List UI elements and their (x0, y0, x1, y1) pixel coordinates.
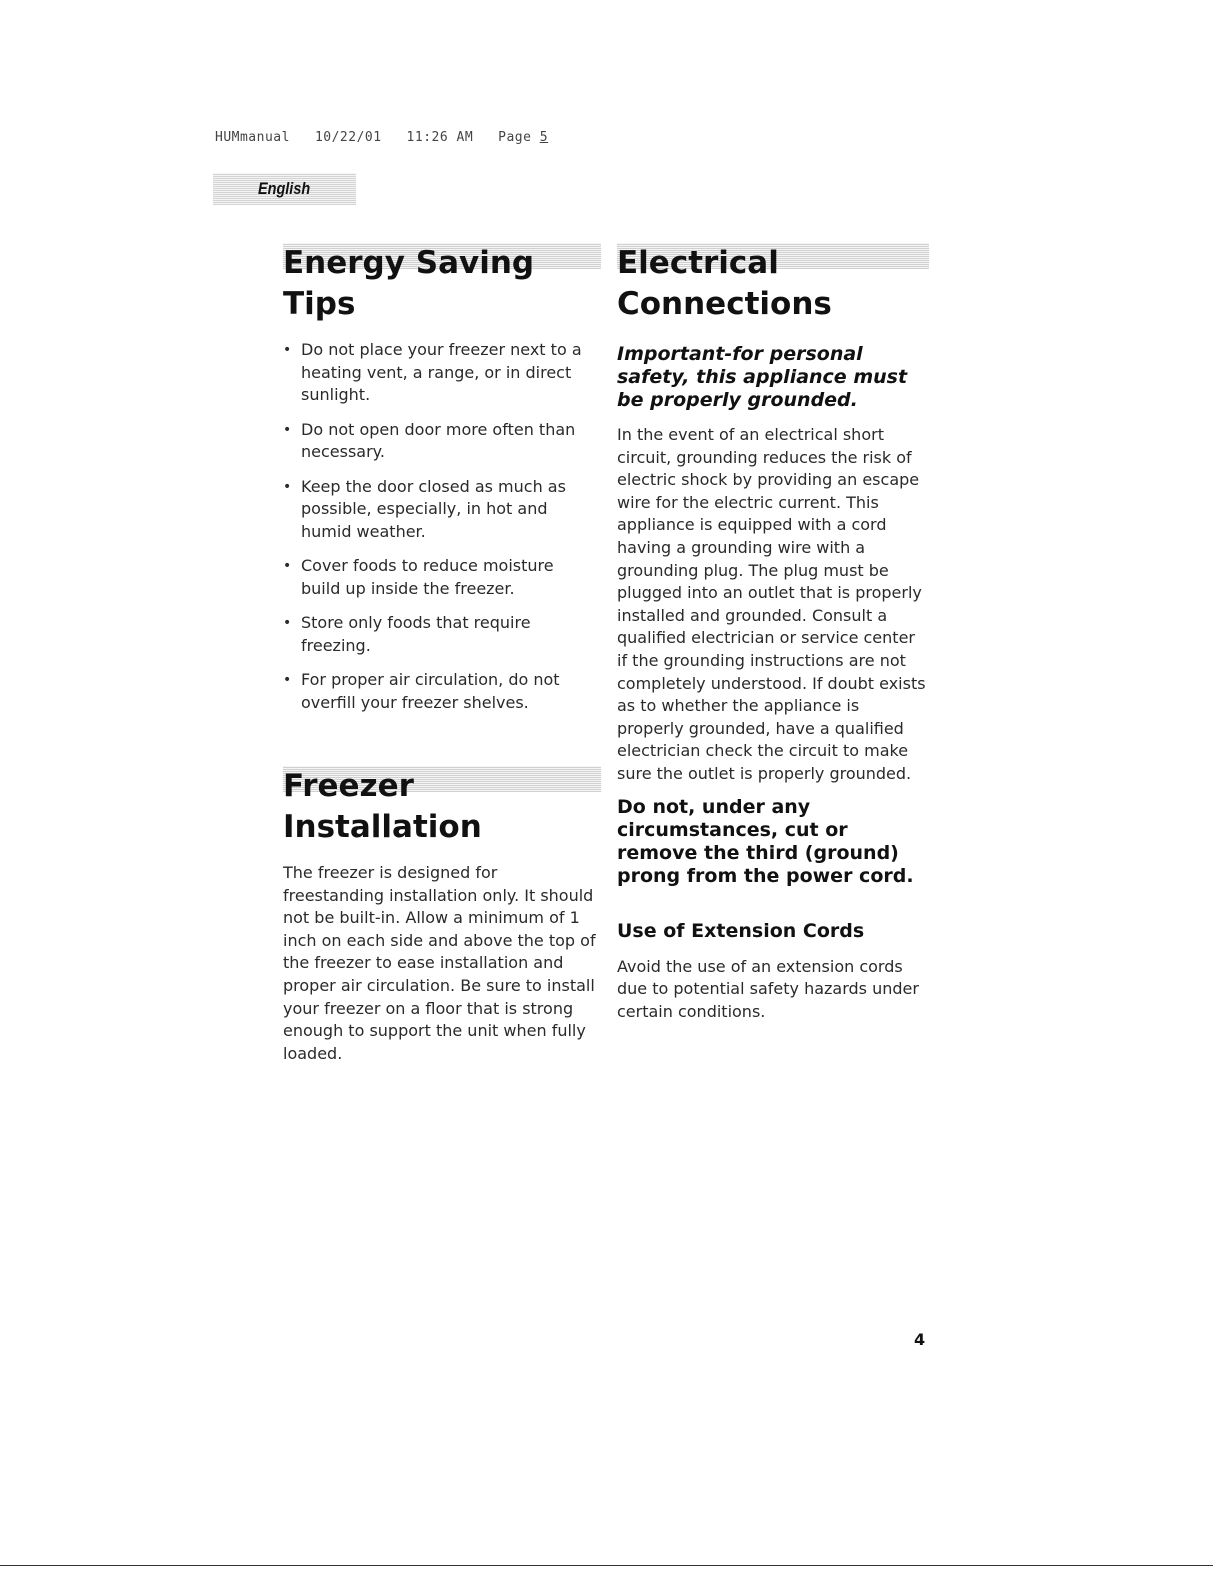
tip-text: Do not place your freezer next to a heating vent, a range, or in direct sunlight. (301, 340, 582, 404)
energy-heading-block (283, 243, 598, 325)
list-item (283, 419, 598, 464)
right-column (617, 243, 929, 1023)
electrical-body: In the event of an electrical short circuit, grounding reduces the risk of electric shock by providing an escape wire for the electric current. This appliance is equipped with a cord having a grounding wire with a grounding plug. The plug must be plugged into an outlet that is properly installed and grounded. Consult a qualified electrician or service center if the grounding instructions are not completely understood. If doubt exists as to whether the appliance is properly grounded, have a qualified electrician check the circuit to make sure the outlet is properly grounded. (617, 425, 926, 783)
installation-heading-line2: Installation (283, 809, 482, 845)
page-number: 4 (914, 1330, 926, 1349)
grounding-important-note: Important-for personal safety, this appliance must be properly grounded. (617, 343, 908, 411)
left-column (283, 243, 598, 1065)
bullet-icon: • (283, 478, 292, 495)
bullet-icon: • (283, 342, 292, 358)
tip-text: Keep the door closed as much as possible, especially, in hot and humid weather. (301, 476, 566, 541)
print-header-date: 10/22/01 (314, 130, 382, 145)
bullet-icon: • (283, 421, 292, 438)
energy-saving-tips-heading: Energy Saving Tips (283, 245, 535, 322)
electrical-heading-line1: Electrical (617, 245, 779, 281)
installation-body: The freezer is designed for freestanding installation only. It should not be built-in. Allow a minimum of 1 inch on each side and above the top of the freezer to ease installation and proper air circulation. Be sure to install your freezer on a floor that is strong enough to support the unit when fully loaded. (283, 863, 596, 1063)
installation-heading-block (283, 766, 598, 848)
print-header-page-number: 5 (539, 130, 549, 145)
tip-text: Store only foods that require freezing. (301, 613, 531, 655)
bottom-rule (0, 1565, 1213, 1566)
language-tab-label: English (258, 179, 311, 198)
tip-text: Do not open door more often than necessary. (301, 419, 576, 461)
list-item (283, 612, 598, 657)
print-header-time: 11:26 AM (406, 130, 474, 145)
language-tab (213, 173, 356, 205)
print-header (215, 130, 548, 145)
list-item (283, 669, 598, 714)
print-header-page-label: Page (498, 130, 532, 145)
extension-cords-body: Avoid the use of an extension cords due to potential safety hazards under certain conditions. (617, 956, 919, 1021)
extension-cords-heading: Use of Extension Cords (617, 919, 865, 942)
bullet-icon: • (283, 558, 292, 574)
list-item (283, 555, 598, 600)
electrical-heading-line2: Connections (617, 286, 832, 322)
tip-text: Cover foods to reduce moisture build up inside the freezer. (301, 556, 554, 598)
bullet-icon: • (283, 615, 292, 631)
energy-tips-list (283, 339, 598, 714)
print-header-file: HUMmanual (215, 130, 290, 145)
tip-text: For proper air circulation, do not overfill your freezer shelves. (301, 670, 560, 712)
ground-prong-warning: Do not, under any circumstances, cut or remove the third (ground) prong from the power cord. (617, 795, 914, 887)
list-item (283, 339, 598, 407)
list-item (283, 476, 598, 544)
installation-heading-line1: Freezer (283, 768, 414, 804)
electrical-heading-block (617, 243, 929, 325)
bullet-icon: • (283, 672, 292, 688)
